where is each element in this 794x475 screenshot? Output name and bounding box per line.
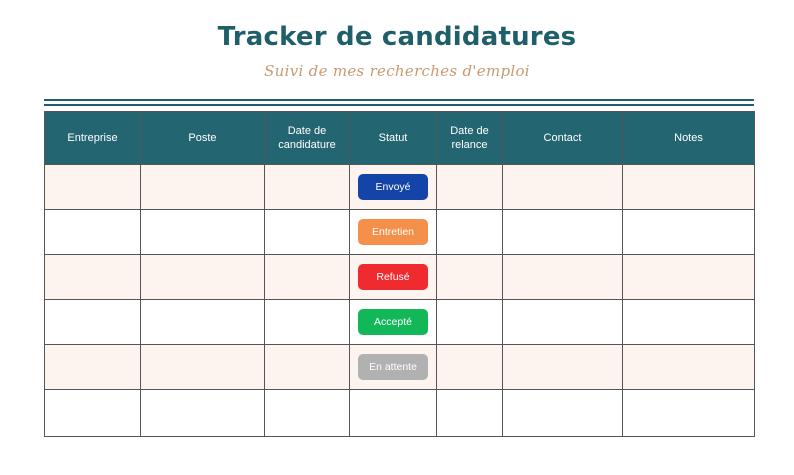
table-row xyxy=(45,300,755,345)
cell-date-relance[interactable] xyxy=(437,255,503,300)
status-badge: En attente xyxy=(358,354,428,380)
cell-notes[interactable] xyxy=(623,345,755,390)
cell-date-relance[interactable] xyxy=(437,345,503,390)
cell-poste[interactable] xyxy=(141,300,265,345)
status-badge: Entretien xyxy=(358,219,428,245)
table-row xyxy=(45,345,755,390)
status-badge: Refusé xyxy=(358,264,428,290)
cell-date-candidature[interactable] xyxy=(265,165,350,210)
cell-entreprise[interactable] xyxy=(45,210,141,255)
cell-contact[interactable] xyxy=(503,210,623,255)
cell-poste[interactable] xyxy=(141,345,265,390)
cell-date-relance[interactable] xyxy=(437,300,503,345)
table-row xyxy=(45,255,755,300)
cell-entreprise[interactable] xyxy=(45,390,141,437)
column-header-poste: Poste xyxy=(141,112,265,165)
status-badge: Accepté xyxy=(358,309,428,335)
cell-poste[interactable] xyxy=(141,165,265,210)
cell-notes[interactable] xyxy=(623,390,755,437)
page-title: Tracker de candidatures xyxy=(217,22,577,52)
table-row xyxy=(45,210,755,255)
column-header-date-candidature: Date de candidature xyxy=(265,112,350,165)
cell-statut[interactable] xyxy=(350,255,437,300)
cell-statut[interactable] xyxy=(350,345,437,390)
column-header-statut: Statut xyxy=(350,112,437,165)
column-header-date-relance: Date de relance xyxy=(437,112,503,165)
cell-poste[interactable] xyxy=(141,210,265,255)
cell-contact[interactable] xyxy=(503,390,623,437)
cell-contact[interactable] xyxy=(503,165,623,210)
cell-poste[interactable] xyxy=(141,255,265,300)
cell-date-relance[interactable] xyxy=(437,390,503,437)
applications-table xyxy=(44,111,755,437)
cell-statut[interactable] xyxy=(350,165,437,210)
cell-entreprise[interactable] xyxy=(45,255,141,300)
cell-notes[interactable] xyxy=(623,165,755,210)
divider-line xyxy=(44,104,754,106)
cell-notes[interactable] xyxy=(623,210,755,255)
column-header-notes: Notes xyxy=(623,112,755,165)
cell-date-relance[interactable] xyxy=(437,165,503,210)
cell-entreprise[interactable] xyxy=(45,345,141,390)
table-row xyxy=(45,390,755,437)
cell-date-candidature[interactable] xyxy=(265,255,350,300)
cell-statut[interactable] xyxy=(350,390,437,437)
cell-date-candidature[interactable] xyxy=(265,345,350,390)
cell-date-relance[interactable] xyxy=(437,210,503,255)
column-header-entreprise: Entreprise xyxy=(45,112,141,165)
cell-statut[interactable] xyxy=(350,300,437,345)
cell-contact[interactable] xyxy=(503,345,623,390)
status-badge: Envoyé xyxy=(358,174,428,200)
cell-entreprise[interactable] xyxy=(45,165,141,210)
cell-statut[interactable] xyxy=(350,210,437,255)
cell-poste[interactable] xyxy=(141,390,265,437)
cell-date-candidature[interactable] xyxy=(265,300,350,345)
cell-entreprise[interactable] xyxy=(45,300,141,345)
cell-notes[interactable] xyxy=(623,300,755,345)
cell-contact[interactable] xyxy=(503,255,623,300)
table-row xyxy=(45,165,755,210)
cell-notes[interactable] xyxy=(623,255,755,300)
cell-date-candidature[interactable] xyxy=(265,390,350,437)
cell-date-candidature[interactable] xyxy=(265,210,350,255)
column-header-contact: Contact xyxy=(503,112,623,165)
divider-line xyxy=(44,99,754,101)
page-subtitle: Suivi de mes recherches d'emploi xyxy=(264,62,530,80)
table-header-row xyxy=(45,112,755,165)
cell-contact[interactable] xyxy=(503,300,623,345)
